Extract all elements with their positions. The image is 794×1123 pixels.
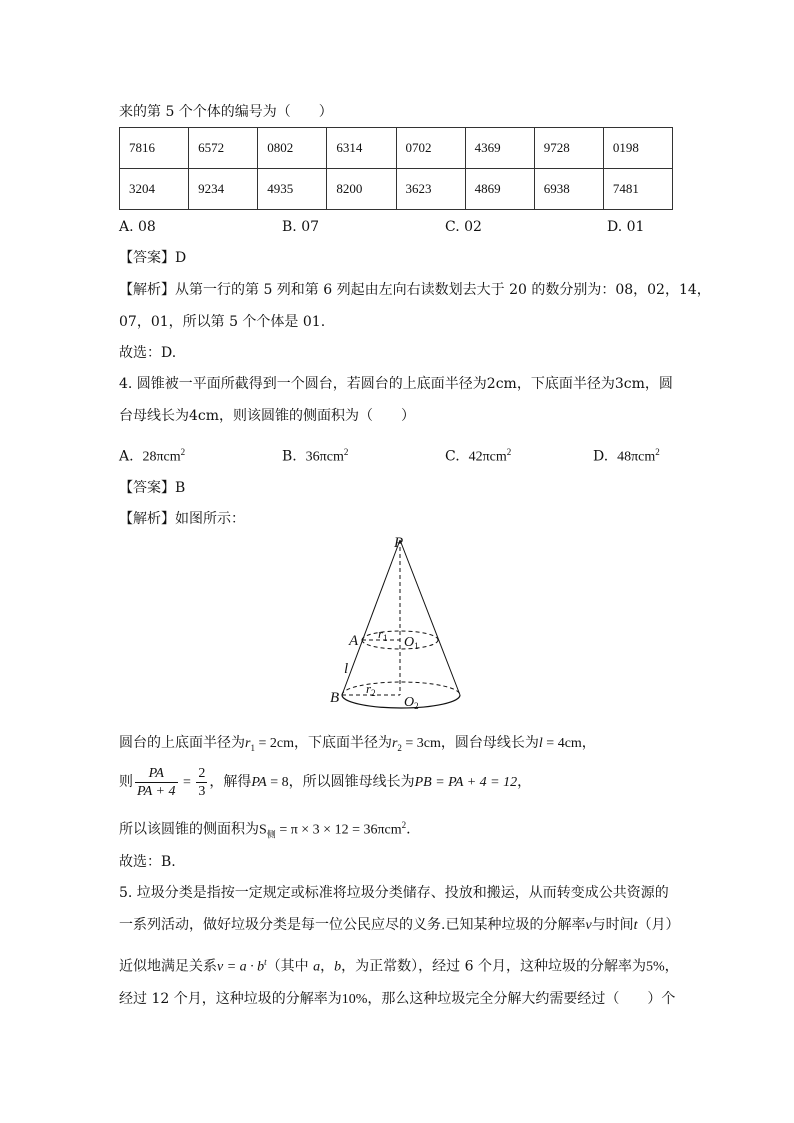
label-b: B <box>330 690 340 706</box>
table-cell: 6314 <box>327 128 396 169</box>
q4-choose: 故选：B. <box>119 854 176 870</box>
label-r1: $r_1$ <box>378 626 388 643</box>
table-cell: 8200 <box>327 169 396 210</box>
q3-intro: 来的第 5 个个体的编号为（ ） <box>119 104 333 120</box>
q3-analysis-line-1: 【解析】从第一行的第 5 列和第 6 列起由左向右读数划去大于 20 的数分别为：08，02，14， <box>119 282 711 298</box>
table-cell: 4935 <box>258 169 327 210</box>
table-cell: 9234 <box>189 169 258 210</box>
table-cell: 4369 <box>465 128 534 169</box>
q3-option-b: B. 07 <box>282 219 320 235</box>
fraction-two-thirds: $\frac{2}{3}$ <box>198 765 206 799</box>
cone-right-generatrix <box>400 540 460 695</box>
random-number-table <box>119 127 673 210</box>
q4-solution-line-3: 所以该圆锥的侧面积为$S_侧 = \pi \times 3 \times 12 = 36\pi cm^2$. <box>119 820 411 841</box>
q3-choose: 故选：D. <box>119 345 177 361</box>
table-row <box>120 128 673 169</box>
label-o2: $O_2$ <box>404 695 419 711</box>
table-cell: 9728 <box>534 128 603 169</box>
table-cell: 0198 <box>603 128 672 169</box>
q4-stem-line-1: 4. 圆锥被一平面所截得到一个圆台，若圆台的上底面半径为2cm，下底面半径为3cm，圆 <box>119 376 673 392</box>
label-a: A <box>349 633 359 649</box>
q5-line-4: 经过 12 个月，这种垃圾的分解率为10%，那么这种垃圾完全分解大约需要经过（ ）个 <box>119 991 676 1007</box>
table-cell: 6572 <box>189 128 258 169</box>
q4-stem-line-2: 台母线长为4cm，则该圆锥的侧面积为（ ） <box>119 408 416 424</box>
q3-option-c: C. 02 <box>445 219 482 235</box>
q5-line-2: 一系列活动，做好垃圾分类是每一位公民应尽的义务.已知某种垃圾的分解率v与时间t（月） <box>119 917 680 933</box>
base-ellipse-back <box>342 682 460 695</box>
q4-solution-line-1: 圆台的上底面半径为$r_1 = 2cm$，下底面半径为$r_2 = 3cm$，圆台母线长为l = 4cm， <box>119 735 596 753</box>
fraction-pa: $\frac{PA}{PA + 4}$ <box>137 765 176 799</box>
q3-analysis-line-2: 07，01，所以第 5 个个体是 01. <box>119 314 326 330</box>
label-p: P <box>394 535 404 551</box>
q4-option-b: B. 36πcm$^2$ <box>282 447 349 465</box>
q4-option-d: D. 48πcm$^2$ <box>593 447 660 465</box>
q5-line-1: 5. 垃圾分类是指按一定规定或标准将垃圾分类储存、投放和搬运，从而转变成公共资源的 <box>119 885 669 901</box>
cone-left-generatrix <box>342 540 400 695</box>
q4-analysis: 【解析】如图所示： <box>119 511 245 527</box>
q4-solution-line-2: 则 $\frac{PA}{PA + 4}$ = $\frac{2}{3}$ ，解得PA = 8，所以圆锥母线长为PB = PA + 4 = 12， <box>119 765 532 799</box>
base-ellipse-front <box>342 695 460 708</box>
q3-option-a: A. 08 <box>119 219 156 235</box>
q3-answer: 【答案】D <box>119 250 187 266</box>
table-cell: 7481 <box>603 169 672 210</box>
table-row <box>120 169 673 210</box>
q3-option-d: D. 01 <box>607 219 645 235</box>
cone-frustum-figure <box>320 528 480 718</box>
q4-answer: 【答案】B <box>119 480 186 496</box>
table-cell: 0702 <box>396 128 465 169</box>
table-cell: 3623 <box>396 169 465 210</box>
table-cell: 0802 <box>258 128 327 169</box>
table-cell: 7816 <box>120 128 189 169</box>
label-l: l <box>344 661 349 677</box>
label-r2: $r_2$ <box>366 681 376 698</box>
table-cell: 4869 <box>465 169 534 210</box>
q4-option-a: A. 28πcm$^2$ <box>119 447 186 465</box>
table-cell: 3204 <box>120 169 189 210</box>
table-cell: 6938 <box>534 169 603 210</box>
label-o1: $O_1$ <box>404 635 419 651</box>
q5-line-3: 近似地满足关系$v = a \cdot b^t$（其中 a，b，为正常数），经过 6 个月，这种垃圾的分解率为5%， <box>119 957 679 975</box>
q4-option-c: C. 42πcm$^2$ <box>445 447 512 465</box>
